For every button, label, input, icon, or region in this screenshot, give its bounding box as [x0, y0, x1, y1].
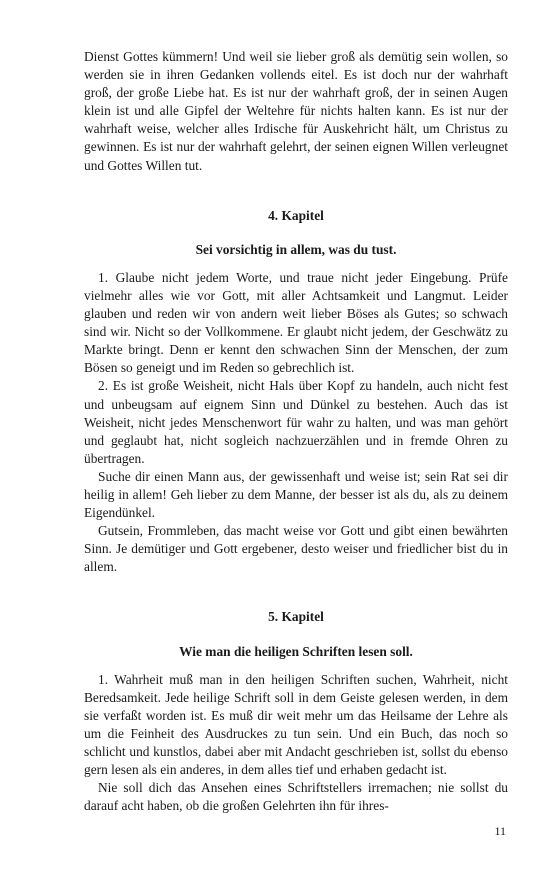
- chapter-title: Wie man die heiligen Schriften lesen soll.: [179, 643, 413, 659]
- paragraph: Nie soll dich das Ansehen eines Schriftstellers irremachen; nie sollst du darauf acht haben, ob die großen Gelehrten ihn für ihres-: [84, 780, 508, 814]
- chapter-5: [84, 608, 508, 815]
- paragraph: 1. Glaube nicht jedem Worte, und traue nicht jeder Eingebung. Prüfe vielmehr alles wie vor Gott, mit aller Achtsamkeit und Langmut. Leider glauben und reden wir von andern weit lieber Böses als Gutes; so schwach sind wir. Nicht so der Vollkommene. Er glaubt nicht jedem, der Geschwätz zu Markte bringt. Denn er kennt den schwachen Sinn der Menschen, der zum Bösen so geneigt und im Reden so gebrechlich ist.: [84, 269, 508, 376]
- paragraph: Gutsein, Frommleben, das macht weise vor Gott und gibt einen bewährten Sinn. Je demütiger und Gott ergebener, desto weiser und friedlicher bist du in allem.: [84, 523, 508, 575]
- intro-paragraph: Dienst Gottes kümmern! Und weil sie lieber groß als demütig sein wollen, so werden sie in ihren Gedanken vollends eitel. Es ist doch nur der wahrhaft groß, der große Liebe hat. Es ist nur der wahrhaft groß, der in seinen Augen klein ist und alle Gipfel der Weltehre für nichts halten kann. Es ist nur der wahrhaft weise, welcher alles Irdische für Auskehricht hält, um Christus zu gewinnen. Es ist nur der wahrhaft gelehrt, der seinen eignen Willen verleugnet und Gottes Willen tut.: [84, 49, 508, 173]
- book-page: [84, 48, 508, 815]
- chapter-number: 4. Kapitel: [268, 207, 324, 223]
- paragraph: Suche dir einen Mann aus, der gewissenhaft und weise ist; sein Rat sei dir heilig in allem! Geh lieber zu dem Manne, der besser ist als du, als zu deinem Eigendünkel.: [84, 468, 508, 521]
- chapter-number: 5. Kapitel: [268, 609, 324, 625]
- paragraph: 1. Wahrheit muß man in den heiligen Schriften suchen, Wahrheit, nicht Beredsamkeit. Jede heilige Schrift soll in dem Geiste gelesen werden, in dem sie verfaßt worden ist. Es muß dir weit mehr um das Heilsame der Lehre als um die Feinheit des Ausdruckes zu tun sein. Und ein Buch, das noch so schlicht und kunstlos, dabei aber mit Andacht geschrieben ist, sollst du ebenso gern lesen als ein anderes, in dem alles tief und erhaben gedacht ist.: [84, 671, 508, 778]
- chapter-title: Sei vorsichtig in allem, was du tust.: [195, 241, 397, 257]
- chapter-4: [84, 207, 508, 577]
- paragraph: 2. Es ist große Weisheit, nicht Hals über Kopf zu handeln, auch nicht fest und unbeugsam auf eignem Sinn und Dünkel zu bestehen. Auch das ist Weisheit, nicht jedes Menschenwort für wahr zu halten, und was man gehört und geglaubt hat, nicht sogleich nachzuerzählen und in fremde Ohren zu übertragen.: [84, 378, 508, 466]
- page-number: 11: [494, 824, 506, 838]
